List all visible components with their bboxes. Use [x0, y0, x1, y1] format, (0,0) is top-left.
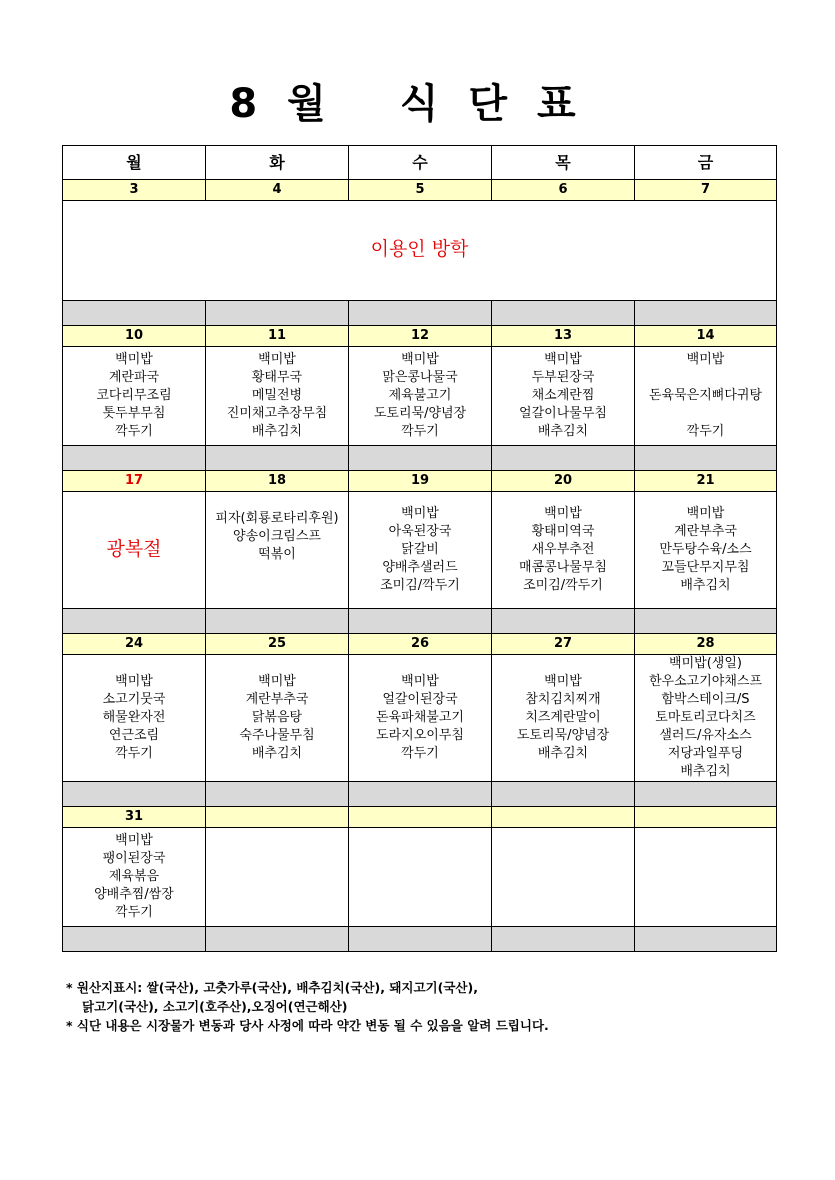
- date-cell: 21: [635, 471, 777, 492]
- menu-item: [635, 369, 776, 387]
- menu-item: 피자(회룡로타리후원): [215, 511, 339, 526]
- separator-cell: [349, 301, 492, 326]
- separator-cell: [63, 609, 206, 634]
- date-cell: 3: [63, 180, 206, 201]
- menu-cell: [492, 655, 635, 782]
- date-cell: 6: [492, 180, 635, 201]
- menu-item: 닭갈비: [401, 542, 439, 557]
- menu-item: 배추김치: [680, 764, 731, 779]
- separator-cell: [349, 446, 492, 471]
- menu-item: 백미밥: [115, 674, 153, 689]
- date-cell: 4: [206, 180, 349, 201]
- date-cell: 20: [492, 471, 635, 492]
- menu-item: 만두탕수육/소스: [659, 542, 752, 557]
- menu-item: 팽이된장국: [102, 851, 166, 866]
- date-cell: 31: [63, 807, 206, 828]
- menu-item: 깍두기: [401, 746, 439, 761]
- menu-cell: [349, 492, 492, 609]
- menu-item: 백미밥: [401, 674, 439, 689]
- separator-row: [63, 782, 777, 807]
- menu-item: 깍두기: [401, 424, 439, 439]
- menu-cell: [635, 492, 777, 609]
- menu-item: 계란부추국: [674, 524, 737, 539]
- separator-cell: [206, 609, 349, 634]
- date-cell: 25: [206, 634, 349, 655]
- menu-item: 백미밥: [544, 674, 582, 689]
- menu-item: 두부된장국: [531, 370, 595, 385]
- menu-item: 조미김/깍두기: [380, 578, 460, 593]
- menu-cell: [63, 347, 206, 446]
- menu-item: 백미밥: [401, 352, 439, 367]
- date-cell: 26: [349, 634, 492, 655]
- menu-item: 배추김치: [680, 578, 731, 593]
- date-row: [63, 807, 777, 828]
- menu-item: 백미밥: [544, 506, 582, 521]
- menu-item: 연근조림: [108, 728, 160, 743]
- menu-item: 백미밥: [258, 352, 296, 367]
- separator-cell: [206, 446, 349, 471]
- menu-item: 백미밥: [115, 833, 153, 848]
- date-cell: 13: [492, 326, 635, 347]
- menu-item: 토마토리코다치즈: [655, 710, 756, 725]
- menu-item: 소고기뭇국: [102, 692, 166, 707]
- weekday-header-row: [63, 146, 777, 180]
- date-row: [63, 471, 777, 492]
- menu-item: 양배추샐러드: [382, 560, 458, 575]
- menu-item: 메밀전병: [251, 388, 303, 403]
- origin-note: * 원산지표시: 쌀(국산), 고춧가루(국산), 배추김치(국산), 돼지고기(국산),: [66, 980, 478, 995]
- menu-cell: [492, 828, 635, 927]
- menu-item: 계란부추국: [245, 692, 309, 707]
- date-cell: 19: [349, 471, 492, 492]
- date-cell: [635, 807, 777, 828]
- menu-cell: [492, 492, 635, 609]
- menu-item: 깍두기: [115, 905, 153, 920]
- separator-cell: [63, 301, 206, 326]
- date-cell: [206, 807, 349, 828]
- menu-item: 배추김치: [537, 424, 589, 439]
- menu-item: 백미밥: [258, 674, 296, 689]
- date-row: [63, 180, 777, 201]
- date-cell: [492, 807, 635, 828]
- date-cell: 7: [635, 180, 777, 201]
- menu-item: 채소계란찜: [531, 388, 595, 403]
- menu-cell: [349, 655, 492, 782]
- weekday-header-cell: 화: [206, 146, 349, 180]
- menu-item: 꼬들단무지무침: [661, 560, 750, 575]
- menu-item: 백미밥: [401, 506, 439, 521]
- menu-cell: [635, 347, 777, 446]
- separator-row: [63, 446, 777, 471]
- date-cell: [349, 807, 492, 828]
- menu-row: [63, 655, 777, 782]
- footnotes: [66, 978, 549, 1035]
- menu-item: 치즈계란말이: [525, 710, 601, 725]
- holiday-cell: [63, 492, 206, 609]
- separator-cell: [635, 301, 777, 326]
- menu-item: 양배추찜/쌈장: [94, 887, 174, 902]
- date-cell: 10: [63, 326, 206, 347]
- separator-cell: [206, 782, 349, 807]
- vacation-notice-cell: [63, 201, 777, 301]
- date-row: [63, 634, 777, 655]
- menu-item: 도라지오이무침: [376, 728, 464, 743]
- date-cell: 12: [349, 326, 492, 347]
- menu-item: 돈육묵은지뼈다귀탕: [648, 388, 763, 403]
- separator-cell: [349, 927, 492, 952]
- date-row: [63, 326, 777, 347]
- menu-item: 도토리묵/양념장: [516, 728, 610, 743]
- separator-cell: [492, 782, 635, 807]
- menu-item: 닭볶음탕: [251, 710, 303, 725]
- menu-item: 황태미역국: [531, 524, 595, 539]
- menu-item: 새우부추전: [531, 542, 595, 557]
- menu-item: 백미밥(생일): [669, 656, 742, 671]
- menu-cell: [63, 828, 206, 927]
- separator-cell: [492, 301, 635, 326]
- menu-cell: [349, 828, 492, 927]
- menu-item: 양송이크림스프: [233, 529, 321, 544]
- menu-cell: [635, 828, 777, 927]
- menu-item: 아욱된장국: [388, 524, 452, 539]
- menu-cell: [206, 655, 349, 782]
- date-cell: 14: [635, 326, 777, 347]
- menu-item: 백미밥: [686, 352, 725, 367]
- separator-cell: [635, 927, 777, 952]
- separator-cell: [492, 446, 635, 471]
- menu-item: 깍두기: [115, 746, 153, 761]
- menu-item: 도토리묵/양념장: [373, 406, 467, 421]
- menu-item: 백미밥: [115, 352, 153, 367]
- menu-row: [63, 492, 777, 609]
- weekday-header-cell: 목: [492, 146, 635, 180]
- separator-cell: [63, 927, 206, 952]
- menu-item: 얼갈이나물무침: [519, 406, 607, 421]
- separator-row: [63, 609, 777, 634]
- weekday-header-cell: 월: [63, 146, 206, 180]
- menu-cell: [492, 347, 635, 446]
- menu-item: 조미김/깍두기: [523, 578, 603, 593]
- page-title: 8월 식단표: [229, 81, 606, 127]
- date-cell: 18: [206, 471, 349, 492]
- menu-item: 톳두부무침: [102, 406, 166, 421]
- change-notice: * 식단 내용은 시장물가 변동과 당사 사정에 따라 약간 변동 될 수 있음을 알려 드립니다.: [66, 1018, 549, 1033]
- menu-item: 맑은콩나물국: [382, 370, 458, 385]
- separator-row: [63, 301, 777, 326]
- menu-item: 저당과일푸딩: [667, 746, 744, 761]
- separator-cell: [63, 446, 206, 471]
- menu-item: 황태무국: [251, 370, 303, 385]
- separator-cell: [206, 927, 349, 952]
- menu-cell: [206, 492, 349, 609]
- vacation-notice: 이용인 방학: [370, 238, 469, 260]
- separator-cell: [349, 609, 492, 634]
- menu-item: 돈육파채불고기: [376, 710, 464, 725]
- menu-item: 매콤콩나물무침: [519, 560, 607, 575]
- date-cell: 11: [206, 326, 349, 347]
- menu-item: 제육불고기: [388, 388, 452, 403]
- menu-item: 함박스테이크/S: [661, 692, 750, 707]
- weekday-header-cell: 수: [349, 146, 492, 180]
- menu-item: 한우소고기야채스프: [648, 674, 763, 689]
- menu-item: 깍두기: [686, 424, 725, 439]
- menu-row: [63, 347, 777, 446]
- date-cell: 5: [349, 180, 492, 201]
- menu-cell: [635, 655, 777, 782]
- separator-cell: [492, 927, 635, 952]
- menu-item: 배추김치: [251, 746, 303, 761]
- menu-item: 참치김치찌개: [525, 692, 601, 707]
- menu-item: 계란파국: [108, 370, 160, 385]
- menu-item: 배추김치: [251, 424, 303, 439]
- menu-item: 해물완자전: [102, 710, 166, 725]
- menu-item: 숙주나물무침: [239, 728, 315, 743]
- separator-cell: [635, 609, 777, 634]
- menu-item: 배추김치: [537, 746, 589, 761]
- separator-cell: [206, 301, 349, 326]
- menu-row: [63, 828, 777, 927]
- menu-item: 백미밥: [686, 506, 725, 521]
- separator-cell: [635, 782, 777, 807]
- holiday-label: 광복절: [106, 537, 162, 560]
- menu-cell: [63, 655, 206, 782]
- date-cell: 28: [635, 634, 777, 655]
- separator-cell: [635, 446, 777, 471]
- menu-item: [635, 405, 776, 423]
- origin-note-continued: 닭고기(국산), 소고기(호주산),오징어(연근해산): [82, 999, 348, 1014]
- menu-cell: [206, 347, 349, 446]
- menu-item: 코다리무조림: [96, 388, 172, 403]
- menu-item: 깍두기: [115, 424, 153, 439]
- menu-cell: [206, 828, 349, 927]
- weekday-header-cell: 금: [635, 146, 777, 180]
- menu-item: 백미밥: [544, 352, 582, 367]
- menu-item: 제육볶음: [108, 869, 160, 884]
- separator-cell: [492, 609, 635, 634]
- menu-table: [62, 145, 777, 952]
- separator-cell: [349, 782, 492, 807]
- date-cell: 24: [63, 634, 206, 655]
- menu-row: [63, 201, 777, 301]
- separator-row: [63, 927, 777, 952]
- menu-item: 진미채고추장무침: [226, 406, 328, 421]
- menu-cell: [349, 347, 492, 446]
- date-cell-holiday: 17: [63, 471, 206, 492]
- separator-cell: [63, 782, 206, 807]
- menu-item: 샐러드/유자소스: [659, 728, 752, 743]
- date-cell: 27: [492, 634, 635, 655]
- menu-item: 떡볶이: [258, 547, 296, 562]
- menu-item: 얼갈이된장국: [382, 692, 458, 707]
